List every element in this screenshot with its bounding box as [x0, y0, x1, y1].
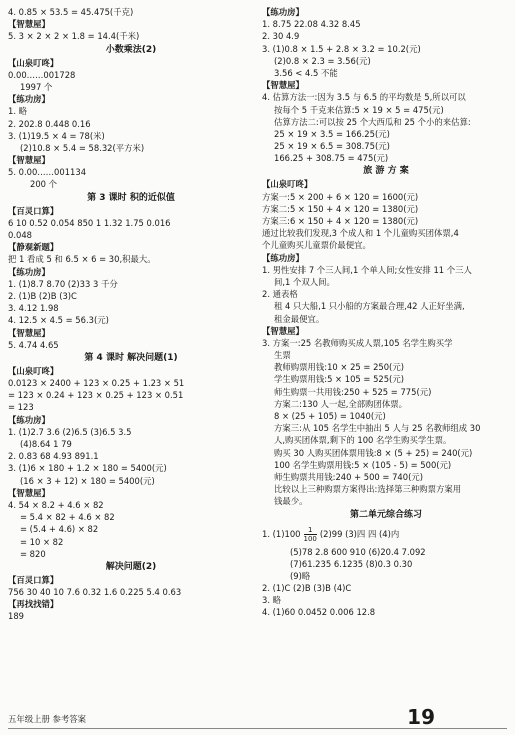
answer-line: (16 × 3 + 12) × 180 = 5400(元): [20, 475, 155, 486]
section-tag: 【练功房】: [262, 7, 304, 17]
section-title: 第 3 课时 积的近似值: [87, 192, 175, 203]
answer-line: 2. 通表格: [262, 289, 298, 300]
answer-line: 25 × 19 × 3.5 = 166.25(元): [274, 128, 390, 139]
answer-line: 通过比较我们发现,3 个成人和 1 个儿童购买团体票,4: [262, 228, 459, 239]
answer-line: = 5.4 × 82 + 4.6 × 82: [20, 512, 115, 523]
answer-line: 4. 0.85 × 53.5 = 45.475(千克): [8, 7, 134, 17]
answer-line: 5. 4.74 4.65: [8, 339, 59, 350]
section-tag: 【练功房】: [8, 266, 50, 277]
section-tag: 【练功房】: [8, 94, 50, 105]
answer-line: 756 30 40 10 7.6 0.32 1.6 0.225 5.4 0.63: [8, 587, 182, 598]
answer-line: = 820: [20, 548, 46, 559]
section-tag: 【百灵口算】: [8, 205, 59, 216]
answer-line: (9)略: [290, 570, 311, 581]
answer-line: 100 名学生购票用钱:5 × (105 - 5) = 500(元): [274, 459, 452, 470]
section-tag: 【百灵口算】: [8, 574, 59, 585]
section-tag: 【山泉叮咚】: [8, 365, 59, 376]
answer-line: = (5.4 + 4.6) × 82: [20, 524, 99, 535]
answer-line: = 123: [8, 402, 34, 413]
answer-line: 方案三:6 × 150 + 4 × 120 = 1380(元): [262, 216, 419, 226]
section-tag: 【山泉叮咚】: [262, 179, 313, 190]
section-title: 解决问题(2): [105, 561, 157, 572]
answer-line: (7)61.235 6.1235 (8)0.3 0.30: [290, 558, 413, 569]
answer-line-fraction: [262, 522, 510, 546]
answer-line: 0.0123 × 2400 + 123 × 0.25 + 1.23 × 51: [8, 378, 185, 389]
section-tag: 【静观新题】: [8, 242, 59, 253]
section-tag: 【智慧屋】: [8, 19, 50, 30]
answer-line: 2. (1)B (2)B (3)C: [8, 290, 77, 301]
fraction: [304, 526, 317, 543]
answer-line: (5)78 2.8 600 910 (6)20.4 7.092: [290, 546, 426, 557]
answer-line: 1. (1)2.7 3.6 (2)6.5 (3)6.5 3.5: [8, 426, 132, 437]
answer-line: 方案二:130 人一起,全部购团体票。: [274, 398, 408, 409]
answer-line: 1997 个: [20, 81, 53, 92]
answer-line: 0.048: [8, 230, 32, 240]
answer-line: 个儿童购买儿童票价最便宜。: [262, 240, 371, 251]
left-column: [8, 6, 254, 623]
answer-line: 方案三:从 105 名学生中抽出 5 人与 25 名教师组成 30: [274, 423, 481, 434]
answer-line: 189: [8, 611, 24, 622]
answer-line: = 123 × 0.24 + 123 × 0.25 + 123 × 0.51: [8, 390, 184, 401]
section-title: 小数乘法(2): [105, 44, 157, 55]
answer-line: 师生购票共用钱:240 + 500 = 740(元): [274, 471, 423, 482]
answer-line: 钱最少。: [274, 496, 308, 507]
answer-line: 0.00……001728: [8, 69, 76, 80]
answer-line: 方案一:5 × 200 + 6 × 120 = 1600(元): [262, 191, 419, 202]
answer-line: (4)8.64 1 79: [20, 439, 72, 449]
section-tag: 【智慧屋】: [8, 327, 50, 338]
answer-line: 3. 方案一:25 名教师购买成人票,105 名学生购买学: [262, 337, 453, 348]
answer-line: (2)10.8 × 5.4 = 58.32(平方米): [20, 142, 145, 153]
answer-line: 租 4 只大船,1 只小船的方案最合理,42 人正好坐满,: [274, 301, 465, 312]
answer-line: 5. 3 × 2 × 2 × 1.8 = 14.4(千米): [8, 31, 140, 42]
answer-line: 4. (1)60 0.0452 0.006 12.8: [262, 607, 376, 618]
section-tag: 【智慧屋】: [8, 487, 50, 498]
answer-line: 3. (1)0.8 × 1.5 + 2.8 × 3.2 = 10.2(元): [262, 43, 421, 54]
answer-line: 3. (1)19.5 × 4 = 78(米): [8, 130, 105, 141]
answer-line: 2. 202.8 0.448 0.16: [8, 118, 91, 129]
answer-line: 5. 0.00……001134: [8, 167, 87, 178]
answer-line: 1. 8.75 22.08 4.32 8.45: [262, 19, 361, 30]
section-tag: 【练功房】: [262, 252, 304, 263]
frac-pre: 1. (1)100: [262, 528, 301, 539]
answer-line: 1. 男性安排 7 个三人间,1 个单人间;女性安排 11 个三人: [262, 264, 472, 275]
answer-line: 1. (1)8.7 8.70 (2)33 3 千分: [8, 278, 118, 289]
right-column: [262, 6, 510, 619]
answer-line: 3.56 < 4.5 不能: [274, 67, 338, 78]
answer-line: 6 10 0.52 0.054 850 1 1.32 1.75 0.016: [8, 217, 171, 228]
answer-line: 3. 略: [262, 595, 282, 606]
answer-line: 2. 30 4.9: [262, 31, 300, 42]
section-tag: 【山泉叮咚】: [8, 57, 59, 68]
answer-line: 学生购票用钱:5 × 105 = 525(元): [274, 374, 404, 385]
answer-line: 3. (1)6 × 180 + 1.2 × 180 = 5400(元): [8, 463, 167, 474]
answer-line: 8 × (25 + 105) = 1040(元): [274, 411, 386, 421]
answer-line: 方案二:5 × 150 + 4 × 120 = 1380(元): [262, 203, 419, 214]
answer-line: 间,1 个双人间。: [274, 276, 335, 287]
footer-label: 五年级上册 参考答案: [8, 714, 87, 724]
answer-line: 生票: [274, 350, 291, 361]
section-tag: 【智慧屋】: [262, 325, 304, 336]
section-tag: 【智慧屋】: [8, 155, 50, 166]
answer-line: 按每个 5 千克来估算:5 × 19 × 5 = 475(元): [274, 104, 444, 115]
answer-line: 购买 30 人购买团体票用钱:8 × (5 + 25) = 240(元): [274, 447, 473, 458]
section-title: 第二单元综合练习: [349, 509, 422, 520]
answer-line: 4. 估算方法一:因为 3.5 与 6.5 的平均数是 5,所以可以: [262, 92, 466, 103]
answer-line: 租金最便宜。: [274, 313, 325, 324]
fraction-denominator: 100: [303, 534, 317, 543]
answer-line: 把 1 看成 5 和 6.5 × 6 = 30,积最大。: [8, 254, 156, 265]
answer-line: 25 × 19 × 6.5 = 308.75(元): [274, 141, 390, 152]
answer-line: = 10 × 82: [20, 536, 64, 547]
page-number: 19: [407, 705, 435, 729]
answer-line: 2. 0.83 68 4.93 891.1: [8, 451, 99, 462]
answer-line: 估算方法二:可以按 25 个大西瓜和 25 个小的来估算:: [274, 116, 471, 127]
frac-post: (2)99 (3)四 四 (4)内: [319, 528, 400, 539]
answer-line: 4. 12.5 × 4.5 = 56.3(元): [8, 315, 109, 326]
answer-line: 人,购买团体票,剩下的 100 名学生购买学生票。: [274, 435, 452, 446]
section-tag: 【智慧屋】: [262, 80, 304, 91]
section-tag: 【练功房】: [8, 414, 50, 425]
answer-line: 166.25 + 308.75 = 475(元): [274, 153, 389, 164]
answer-line: 师生购票一共用钱:250 + 525 = 775(元): [274, 386, 432, 397]
section-title: 旅 游 方 案: [363, 166, 409, 177]
section-title: 第 4 课时 解决问题(1): [84, 352, 178, 363]
answer-line: 2. (1)C (2)B (3)B (4)C: [262, 583, 352, 594]
fraction-numerator: 1: [307, 525, 313, 534]
section-tag: 【再找找错】: [8, 599, 59, 610]
answer-line: (2)0.8 × 2.3 = 3.56(元): [274, 55, 371, 66]
answer-line: 比较以上三种购票方案得出:选择第三种购票方案用: [274, 484, 462, 495]
answer-line: 教师购票用钱:10 × 25 = 250(元): [274, 362, 404, 373]
answer-line: 1. 略: [8, 106, 28, 117]
answer-line: 200 个: [30, 179, 58, 190]
answer-line: 4. 54 × 8.2 + 4.6 × 82: [8, 499, 104, 510]
answer-line: 3. 4.12 1.98: [8, 303, 59, 314]
